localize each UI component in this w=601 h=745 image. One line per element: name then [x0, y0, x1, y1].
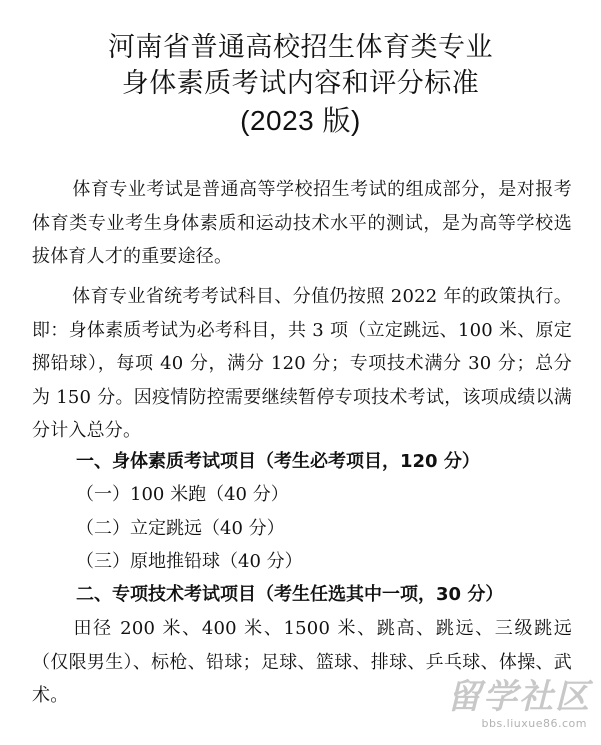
section-1-heading: 一、身体素质考试项目（考生必考项目，120 分）: [76, 451, 480, 472]
document-title-line-1: 河南省普通高校招生体育类专业: [108, 32, 493, 63]
section-1-item-1: （一）100 米跑（40 分）: [76, 484, 289, 505]
intro-paragraph: [32, 173, 572, 274]
document-title-line-2: 身体素质考试内容和评分标准: [121, 68, 480, 99]
policy-paragraph: [32, 280, 572, 448]
watermark-logo: 留学社区: [447, 677, 591, 717]
section-2-heading: 二、专项技术考试项目（考生任选其中一项，30 分）: [76, 584, 504, 605]
document-title-version: (2023 版): [240, 105, 361, 136]
site-watermark: [413, 677, 591, 739]
section-1-item-2: （二）立定跳远（40 分）: [76, 518, 285, 539]
policy-paragraph-text: 体育专业省统考考试科目、分值仍按照 2022 年的政策执行。即：身体素质考试为必考科目，共 3 项（立定跳远、100 米、原定掷铅球），每项 40 分，满分 120 分；专项技术满分 30 分；总分为 150 分。因疫情防控需要继续暂停专项技术考试，该项成绩以满分计入总分。: [32, 286, 572, 441]
intro-paragraph-text: 体育专业考试是普通高等学校招生考试的组成部分，是对报考体育类专业考生身体素质和运动技术水平的测试，是为高等学校选拔体育人才的重要途径。: [32, 179, 572, 267]
section-1-item-3: （三）原地推铅球（40 分）: [76, 551, 303, 572]
section-2-paragraph-text: 田径 200 米、400 米、1500 米、跳高、跳远、三级跳远（仅限男生）、标枪、铅球；足球、篮球、排球、乒乓球、体操、武术。: [32, 618, 572, 706]
watermark-url: bbs.liuxue86.com: [481, 717, 587, 730]
